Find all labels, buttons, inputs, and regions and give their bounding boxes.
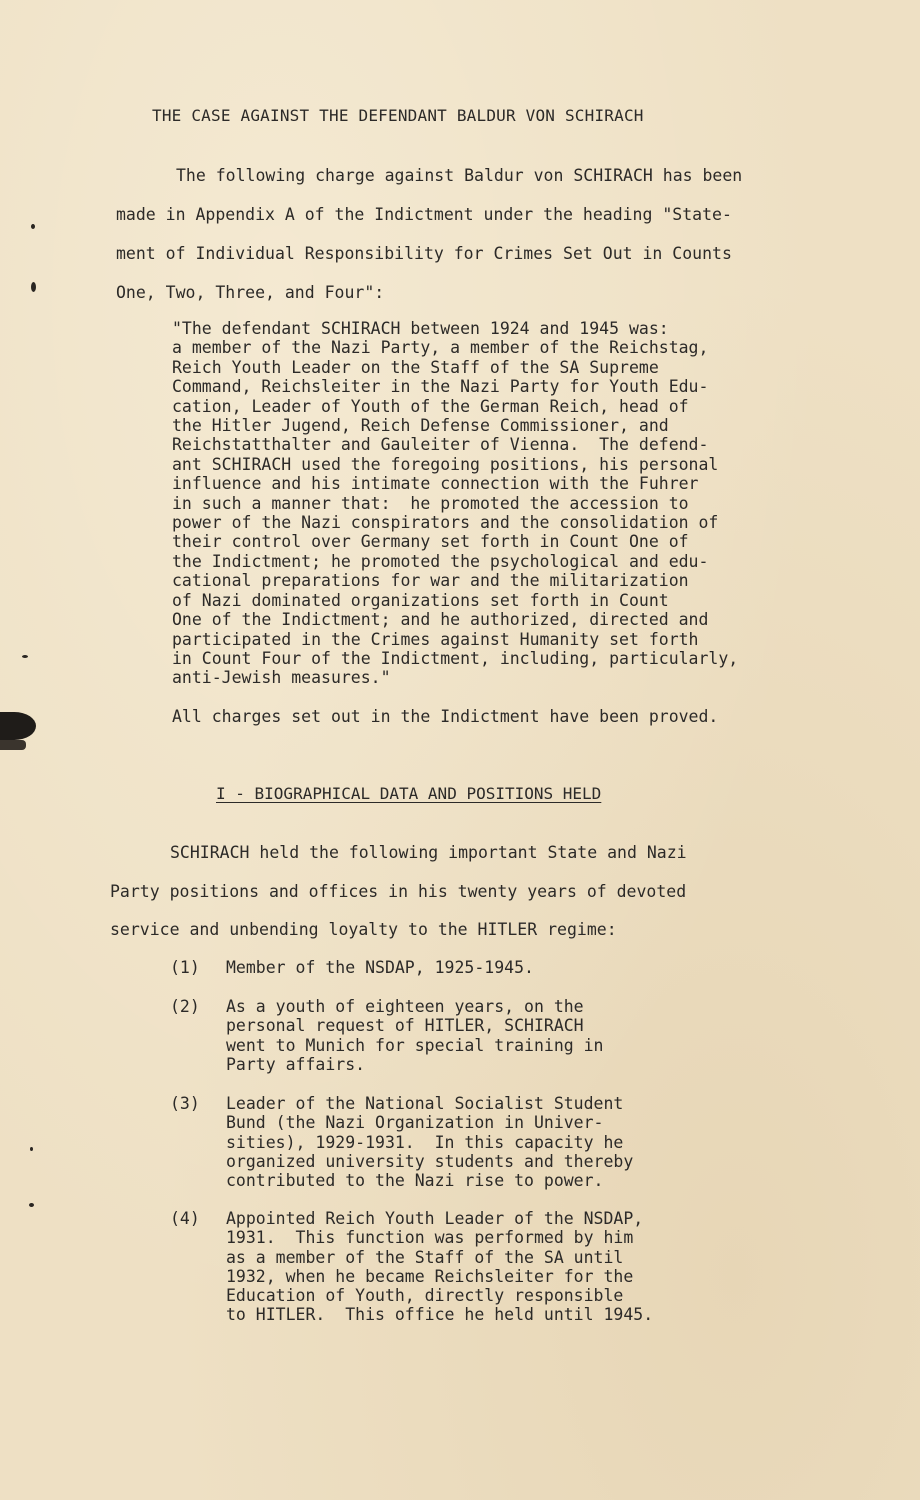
item-text: [226, 997, 604, 1074]
section-line-2: Party positions and offices in his twenty years of devoted: [110, 882, 687, 901]
proved-statement: All charges set out in the Indictment have been proved.: [172, 707, 719, 726]
intro-line-1: The following charge against Baldur von SCHIRACH has been: [176, 166, 743, 185]
quote-line: their control over Germany set forth in Count One of: [172, 532, 689, 552]
quote-line: ant SCHIRACH used the foregoing positions, his personal: [172, 454, 719, 474]
item-line: 1932, when he became Reichsleiter for the: [226, 1266, 634, 1286]
item-line: Bund (the Nazi Organization in Univer-: [226, 1113, 604, 1133]
quote-line: One of the Indictment; and he authorized, directed and: [172, 610, 709, 630]
item-number: (4): [170, 1209, 200, 1228]
margin-speck: [29, 1203, 34, 1207]
item-line: went to Munich for special training in: [226, 1035, 604, 1055]
item-line: to HITLER. This office he held until 1945.: [226, 1305, 654, 1325]
quote-line: anti-Jewish measures.": [172, 668, 391, 688]
quote-line: cational preparations for war and the militarization: [172, 571, 689, 591]
item-line: Party affairs.: [226, 1054, 366, 1074]
quote-line: the Indictment; he promoted the psychological and edu-: [172, 551, 709, 571]
quote-line: of Nazi dominated organizations set forth in Count: [172, 590, 669, 610]
item-text: [226, 1094, 633, 1190]
binding-clip: [0, 712, 36, 740]
item-number: (1): [170, 958, 200, 977]
item-line: sities), 1929-1931. In this capacity he: [226, 1132, 624, 1152]
indictment-quote: [172, 319, 738, 688]
quote-line: participated in the Crimes against Humanity set forth: [172, 629, 699, 649]
margin-speck: [31, 282, 36, 292]
item-text: [226, 958, 534, 977]
item-line: Leader of the National Socialist Student: [226, 1094, 624, 1113]
quote-line: power of the Nazi conspirators and the consolidation of: [172, 513, 719, 533]
quote-line: Reichstatthalter and Gauleiter of Vienna. The defend-: [172, 435, 709, 455]
quote-line: cation, Leader of Youth of the German Reich, head of: [172, 396, 689, 416]
item-line: contributed to the Nazi rise to power.: [226, 1171, 604, 1191]
margin-speck: [31, 224, 35, 229]
item-line: As a youth of eighteen years, on the: [226, 997, 584, 1016]
item-line: Education of Youth, directly responsible: [226, 1286, 624, 1306]
quote-line: influence and his intimate connection with the Fuhrer: [172, 474, 699, 494]
quote-line: in such a manner that: he promoted the accession to: [172, 493, 689, 513]
quote-line: the Hitler Jugend, Reich Defense Commissioner, and: [172, 416, 669, 436]
quote-line: in Count Four of the Indictment, including, particularly,: [172, 648, 739, 668]
quote-line: Reich Youth Leader on the Staff of the SA Supreme: [172, 357, 659, 377]
item-line: organized university students and thereby: [226, 1151, 634, 1171]
intro-line-2: made in Appendix A of the Indictment under the heading "State-: [116, 205, 732, 224]
item-number: (3): [170, 1094, 200, 1113]
item-line: 1931. This function was performed by him: [226, 1228, 634, 1248]
item-line: as a member of the Staff of the SA until: [226, 1247, 624, 1267]
binding-clip-stem: [0, 740, 26, 750]
section-line-3: service and unbending loyalty to the HITLER regime:: [110, 920, 617, 939]
item-line: Appointed Reich Youth Leader of the NSDAP,: [226, 1209, 644, 1228]
section-heading: I - BIOGRAPHICAL DATA AND POSITIONS HELD: [216, 784, 602, 803]
item-text: [226, 1209, 653, 1325]
quote-line: Command, Reichsleiter in the Nazi Party for Youth Edu-: [172, 377, 709, 397]
intro-line-4: One, Two, Three, and Four":: [116, 283, 385, 302]
quote-line: a member of the Nazi Party, a member of the Reichstag,: [172, 338, 709, 358]
item-number: (2): [170, 997, 200, 1016]
item-line: personal request of HITLER, SCHIRACH: [226, 1016, 584, 1036]
item-line: Member of the NSDAP, 1925-1945.: [226, 958, 534, 977]
document-title: THE CASE AGAINST THE DEFENDANT BALDUR VON SCHIRACH: [152, 106, 644, 125]
intro-line-3: ment of Individual Responsibility for Crimes Set Out in Counts: [116, 244, 732, 263]
section-line-1: SCHIRACH held the following important State and Nazi: [170, 843, 687, 862]
margin-speck: [22, 655, 28, 658]
margin-speck: [30, 1147, 33, 1151]
quote-line: "The defendant SCHIRACH between 1924 and 1945 was:: [172, 319, 669, 338]
